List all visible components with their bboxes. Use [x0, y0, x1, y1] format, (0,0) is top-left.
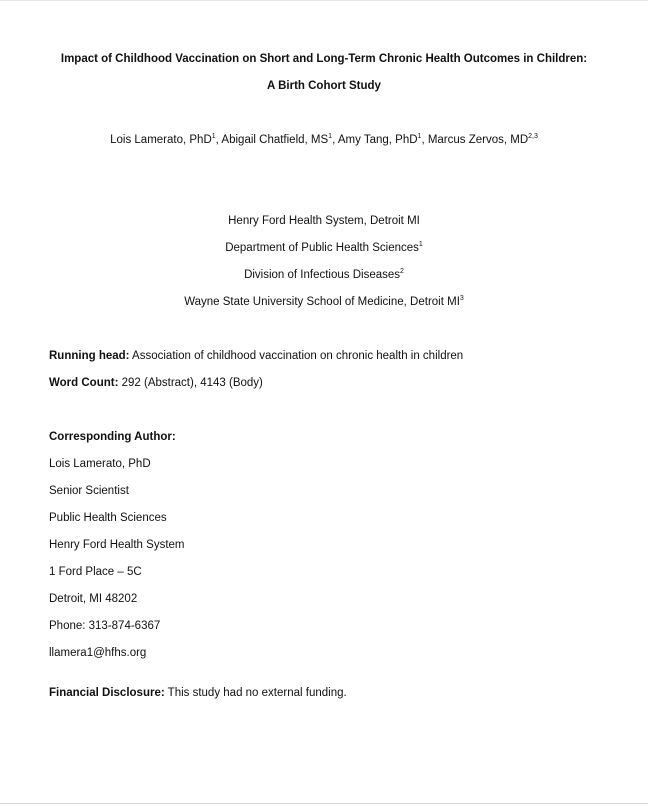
running-head-label: Running head:	[49, 350, 130, 362]
contact-organization: Henry Ford Health System	[49, 539, 185, 551]
contact-address: 1 Ford Place – 5C	[49, 566, 142, 578]
author-name: Lois Lamerato, PhD	[110, 134, 212, 146]
paper-title-line-2: A Birth Cohort Study	[267, 80, 381, 92]
author-name: Amy Tang, PhD	[337, 134, 418, 146]
author-affiliation-mark: 1	[211, 133, 216, 141]
author-affiliation-mark: 1	[328, 133, 333, 141]
running-head-value: Association of childhood vaccination on chronic health in children	[129, 350, 464, 362]
word-count-label: Word Count:	[49, 377, 119, 389]
affiliation-line	[0, 215, 648, 227]
corresponding-author-label: Corresponding Author:	[49, 431, 176, 443]
affiliation-text: Division of Infectious Diseases	[244, 269, 401, 281]
author-name: Marcus Zervos, MD	[427, 134, 529, 146]
financial-disclosure	[49, 687, 347, 699]
financial-disclosure-value: This study had no external funding.	[164, 687, 347, 699]
author-separator: ,	[332, 134, 338, 146]
contact-department: Public Health Sciences	[49, 512, 167, 524]
contact-phone: Phone: 313-874-6367	[49, 620, 161, 632]
financial-disclosure-label: Financial Disclosure:	[49, 687, 165, 699]
running-head	[49, 350, 463, 362]
author-list	[0, 134, 648, 146]
affiliation-mark: 1	[418, 241, 423, 249]
affiliation-line	[0, 242, 648, 254]
affiliation-text: Wayne State University School of Medicine, Detroit MI	[184, 296, 460, 308]
affiliation-mark: 2	[400, 268, 404, 276]
word-count	[49, 377, 263, 389]
affiliation-mark: 3	[459, 295, 464, 303]
author-affiliation-mark: 2,3	[528, 133, 538, 141]
author-separator: ,	[421, 134, 428, 146]
paper-title-line-1: Impact of Childhood Vaccination on Short and Long-Term Chronic Health Outcomes in Children:	[60, 53, 588, 65]
affiliation-text: Henry Ford Health System, Detroit MI	[228, 215, 420, 227]
author-separator: ,	[215, 134, 222, 146]
contact-city: Detroit, MI 48202	[49, 593, 138, 605]
author-affiliation-mark: 1	[417, 133, 422, 141]
contact-title: Senior Scientist	[49, 485, 129, 497]
contact-email: llamera1@hfhs.org	[49, 647, 147, 659]
author-name: Abigail Chatfield, MS	[221, 134, 329, 146]
affiliation-text: Department of Public Health Sciences	[225, 242, 419, 254]
page-bottom-divider	[0, 803, 648, 804]
affiliation-line	[0, 269, 648, 281]
word-count-value: 292 (Abstract), 4143 (Body)	[118, 377, 263, 389]
affiliation-line	[0, 296, 648, 308]
contact-name: Lois Lamerato, PhD	[49, 458, 151, 470]
